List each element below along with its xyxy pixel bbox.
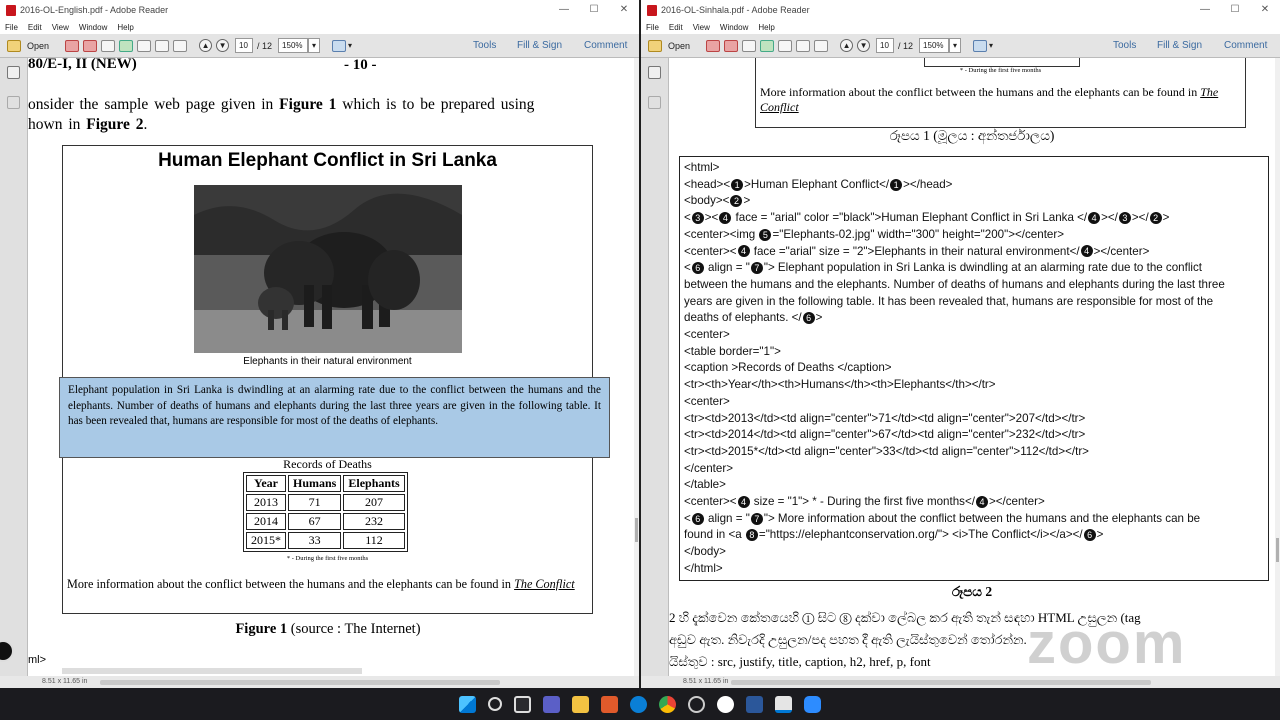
page-count: / 12 (257, 40, 273, 51)
window-title: 2016-OL-English.pdf - Adobe Reader (20, 5, 169, 15)
question-intro-line-2 (28, 116, 147, 134)
comment-button[interactable]: Comment (1224, 40, 1268, 51)
sample-page-heading: Human Elephant Conflict in Sri Lanka (158, 150, 497, 171)
minimize-button[interactable]: — (559, 4, 569, 15)
code-line: deaths of elephants. </ 6 > (684, 311, 823, 325)
task-view-icon[interactable] (514, 696, 531, 713)
signature-icon[interactable] (648, 96, 661, 109)
image-caption: Elephants in their natural environment (243, 356, 412, 367)
cloud-upload-icon[interactable] (760, 40, 774, 52)
maximize-button[interactable]: ☐ (1230, 4, 1240, 15)
label-marker: 4 (738, 496, 750, 508)
records-table (243, 472, 408, 552)
open-folder-icon[interactable] (7, 40, 21, 52)
page-header-code: 80/E-I, II (NEW) (28, 58, 137, 72)
email-icon[interactable] (814, 40, 828, 52)
menu-bar (0, 20, 639, 34)
word-list: යිස්තුව : src, justify, title, caption, h2, href, p, font (669, 654, 931, 669)
code-line: found in <a 8 ="https://elephantconservation.org/"> <i>The Conflict</i></a></ 6 > (684, 528, 1104, 542)
table-header: Elephants (343, 475, 404, 492)
menu-view[interactable]: View (692, 22, 710, 32)
select-tool-icon[interactable] (973, 40, 987, 52)
menu-edit[interactable]: Edit (668, 22, 683, 32)
table-cell: 67 (288, 513, 341, 530)
table-row (246, 532, 405, 549)
more-info-text (67, 577, 587, 593)
menu-view[interactable]: View (51, 22, 69, 32)
intro-text: onsider the sample web page given in (28, 96, 274, 113)
comment-button[interactable]: Comment (584, 40, 628, 51)
email-icon[interactable] (173, 40, 187, 52)
title-bar (0, 0, 639, 20)
open-button[interactable]: Open (668, 40, 691, 51)
zoom-input[interactable]: 150% (278, 38, 308, 53)
label-marker: 6 (803, 312, 815, 324)
figure-1-caption (28, 621, 628, 638)
elephants-photo (194, 185, 462, 353)
minimize-button[interactable]: — (1200, 4, 1210, 15)
menu-help[interactable]: Help (117, 22, 134, 32)
figure-2-ref: Figure 2 (86, 116, 144, 133)
tools-button[interactable]: Tools (1113, 40, 1137, 51)
page-number-input[interactable]: 10 (235, 38, 253, 53)
edit-icon[interactable] (101, 40, 115, 52)
more-info-label: More information about the conflict between the humans and the elephants can be found in (760, 85, 1198, 99)
acrobat-reader-icon[interactable] (775, 696, 792, 713)
label-marker: 1 (890, 179, 902, 191)
teams-icon[interactable] (717, 696, 734, 713)
question-intro-line-1 (28, 96, 534, 114)
label-marker: 3 (1119, 212, 1131, 224)
code-line: <head>< 1 >Human Elephant Conflict</ 1 ></head> (684, 177, 953, 191)
table-cell: 2015* (246, 532, 286, 549)
figure-2-code-box (679, 156, 1269, 581)
print-icon[interactable] (155, 40, 169, 52)
next-page-icon[interactable]: ▼ (857, 39, 870, 52)
figure-1-caption: රූපය 1 (මූලය : අන්තර්ජාලය) (889, 128, 1055, 143)
edge-icon[interactable] (630, 696, 647, 713)
previous-page-icon[interactable]: ▲ (840, 39, 853, 52)
fill-sign-button[interactable]: Fill & Sign (517, 40, 563, 51)
label-marker: 1 (731, 179, 743, 191)
table-cell: 2014 (246, 513, 286, 530)
table-cell: 112 (343, 532, 404, 549)
print-icon[interactable] (796, 40, 810, 52)
save-icon[interactable] (137, 40, 151, 52)
cut-off-line (62, 668, 362, 674)
document-page (28, 58, 636, 676)
code-line: <table border="1"> (684, 344, 781, 358)
label-marker: 7 (751, 513, 763, 525)
code-line: <tr><td>2014</td><td align="center">67</td><td align="center">232</td></tr> (684, 428, 1086, 442)
label-marker: 6 (692, 513, 704, 525)
code-line: <tr><td>2015*</td><td align="center">33</td><td align="center">112</td></tr> (684, 444, 1089, 458)
menu-file[interactable]: File (646, 22, 659, 32)
close-button[interactable]: ✕ (619, 4, 629, 15)
close-button[interactable]: ✕ (1260, 4, 1270, 15)
page-count: / 12 (898, 40, 914, 51)
table-row (246, 513, 405, 530)
code-line: </body> (684, 545, 726, 559)
page-number-label: - 10 - (344, 58, 377, 73)
label-marker: 3 (692, 212, 704, 224)
office-icon[interactable] (601, 696, 618, 713)
pages-panel-icon[interactable] (648, 66, 661, 79)
windows-taskbar (0, 688, 1280, 720)
intro-text: . (143, 116, 148, 133)
menu-bar (641, 20, 1280, 34)
code-line: <center>< 4 size = "1"> * - During the first five months</ 4 ></center> (684, 495, 1045, 509)
question-line-2: අඩුව ඇත. නිවැරදි උසුලන/පද පහත දී ඇති ලැයිස්තුවෙන් තෝරන්න. (669, 632, 1027, 647)
code-line: <body>< 2 > (684, 194, 751, 208)
table-caption: Records of Deaths (283, 457, 372, 471)
label-marker: 4 (976, 496, 988, 508)
menu-help[interactable]: Help (758, 22, 775, 32)
table-bottom-partial (924, 58, 1080, 67)
code-line: </table> (684, 478, 726, 492)
the-conflict-link[interactable]: The Conflict (514, 577, 575, 591)
code-line: <caption >Records of Deaths </caption> (684, 361, 892, 375)
table-cell: 232 (343, 513, 404, 530)
intro-text: which is to be prepared using (342, 96, 535, 113)
create-pdf-icon[interactable] (65, 40, 79, 52)
menu-window[interactable]: Window (719, 22, 749, 32)
code-line: <tr><td>2013</td><td align="center">71</td><td align="center">207</td></tr> (684, 411, 1086, 425)
label-marker: 4 (1081, 245, 1093, 257)
word-icon[interactable] (746, 696, 763, 713)
more-info-label: More information about the conflict between the humans and the elephants can be found in (67, 577, 512, 591)
menu-edit[interactable]: Edit (27, 22, 42, 32)
start-icon[interactable] (459, 696, 476, 713)
figure-2-caption: රූපය 2 (951, 584, 993, 599)
code-line: </center> (684, 461, 733, 475)
open-folder-icon[interactable] (648, 40, 662, 52)
code-line: between the humans and the elephants. Number of deaths of humans and elephants during the last three (684, 277, 1225, 291)
menu-window[interactable]: Window (78, 22, 108, 32)
tools-button[interactable]: Tools (473, 40, 497, 51)
fill-sign-button[interactable]: Fill & Sign (1157, 40, 1203, 51)
pdf-file-icon (6, 5, 16, 16)
label-marker: 2 (730, 195, 742, 207)
navigation-sidebar (0, 58, 28, 676)
zoom-input[interactable]: 150% (919, 38, 949, 53)
cloud-upload-icon[interactable] (119, 40, 133, 52)
window-title: 2016-OL-Sinhala.pdf - Adobe Reader (661, 5, 810, 15)
pages-panel-icon[interactable] (7, 66, 20, 79)
label-marker: 8 (746, 529, 758, 541)
next-code-fragment: ml> (28, 654, 47, 666)
chat-icon[interactable] (543, 696, 560, 713)
horizontal-scrollbar[interactable] (731, 680, 1151, 685)
zoom-watermark: zoom (1027, 611, 1187, 676)
code-line: <center>< 4 face ="arial" size = "2">Elephants in their natural environment</ 4 ></center> (684, 244, 1150, 258)
browser-icon[interactable] (688, 696, 705, 713)
select-tool-icon[interactable] (332, 40, 346, 52)
more-info-text (760, 85, 1240, 115)
edit-icon[interactable] (742, 40, 756, 52)
code-line: years are given in the following table. It has been revealed that, humans are responsible for most of the (684, 294, 1214, 308)
table-header: Year (246, 475, 286, 492)
code-line: < 3 >< 4 face = "arial" color ="black">Human Elephant Conflict in Sri Lanka </ 4 ></ 3 ></ 2 > (684, 211, 1170, 225)
table-header: Humans (288, 475, 341, 492)
figure-1-ref: Figure 1 (279, 96, 337, 113)
code-line: < 6 align = " 7 "> More information about the conflict between the humans and the elephants can be (684, 511, 1201, 525)
table-cell: 207 (343, 494, 404, 511)
label-marker: 4 (719, 212, 731, 224)
open-button[interactable]: Open (27, 40, 50, 51)
label-marker: 4 (1088, 212, 1100, 224)
label-marker: 6 (692, 262, 704, 274)
maximize-button[interactable]: ☐ (589, 4, 599, 15)
table-cell: 71 (288, 494, 341, 511)
toolbar (641, 34, 1280, 58)
label-marker: 5 (759, 229, 771, 241)
code-line: <tr><th>Year</th><th>Humans</th><th>Elephants</th></tr> (684, 378, 996, 392)
label-marker: 7 (751, 262, 763, 274)
previous-page-icon[interactable]: ▲ (199, 39, 212, 52)
zoom-app-icon[interactable] (804, 696, 821, 713)
toolbar (0, 34, 639, 58)
description-paragraph: Elephant population in Sri Lanka is dwindling at an alarming rate due to the conflict between the humans and the elephants. Number of deaths of humans and elephants during the last three years are given in the following table. It has been revealed that, humans are responsible for most of the deaths of elephants. (59, 377, 610, 458)
vertical-scrollbar[interactable] (1275, 58, 1280, 676)
file-explorer-icon[interactable] (572, 696, 589, 713)
intro-text: hown in (28, 116, 81, 133)
figure-source: (source : The Internet) (290, 621, 421, 637)
title-bar (641, 0, 1280, 20)
zoom-dropdown-icon[interactable]: ▾ (308, 38, 320, 53)
navigation-sidebar (641, 58, 669, 676)
horizontal-scrollbar[interactable] (100, 680, 500, 685)
table-footnote: * - During the first five months (959, 67, 1042, 74)
page-number-input[interactable]: 10 (876, 38, 894, 53)
save-icon[interactable] (778, 40, 792, 52)
pdf-file-icon (647, 5, 657, 16)
code-line: </html> (684, 561, 723, 575)
search-icon[interactable] (488, 697, 502, 711)
code-line: <center> (684, 394, 730, 408)
table-row (246, 494, 405, 511)
the-conflict-link[interactable]: The Conflict (760, 85, 1219, 114)
menu-file[interactable]: File (5, 22, 18, 32)
vertical-scrollbar[interactable] (634, 58, 639, 676)
page-size-label: 8.51 x 11.65 in (42, 678, 88, 685)
label-marker: 4 (738, 245, 750, 257)
code-line: <center><img 5 ="Elephants-02.jpg" width="300" height="200"></center> (684, 227, 1064, 241)
code-line: < 6 align = " 7 "> Elephant population in Sri Lanka is dwindling at an alarming rate due to the conflict (684, 261, 1203, 275)
figure-1-frame-partial (755, 58, 1246, 128)
chrome-icon[interactable] (659, 696, 676, 713)
adobe-reader-window-english (0, 0, 639, 688)
chevron-down-icon[interactable]: ▾ (989, 41, 994, 50)
combine-icon[interactable] (724, 40, 738, 52)
page-size-label: 8.51 x 11.65 in (683, 678, 729, 685)
label-marker: 6 (1084, 529, 1096, 541)
figure-label: Figure 1 (235, 621, 288, 637)
chevron-down-icon[interactable]: ▾ (348, 41, 353, 50)
document-page (669, 58, 1277, 676)
combine-icon[interactable] (83, 40, 97, 52)
code-line: <center> (684, 328, 730, 342)
adobe-reader-window-sinhala (641, 0, 1280, 688)
table-cell: 2013 (246, 494, 286, 511)
figure-1-frame (62, 145, 601, 614)
label-marker: 2 (1150, 212, 1162, 224)
code-line: <html> (684, 161, 720, 174)
table-cell: 33 (288, 532, 341, 549)
question-line-1: 2 හි දැක්වෙන කේතයෙහි ① සිට ⑧ දක්වා ලේබල කර ඇති තැන් සඳහා HTML උසුලන (tag (669, 610, 1141, 625)
signature-icon[interactable] (7, 96, 20, 109)
table-footnote: * - During the first five months (286, 555, 369, 562)
create-pdf-icon[interactable] (706, 40, 720, 52)
next-page-icon[interactable]: ▼ (216, 39, 229, 52)
zoom-dropdown-icon[interactable]: ▾ (949, 38, 961, 53)
